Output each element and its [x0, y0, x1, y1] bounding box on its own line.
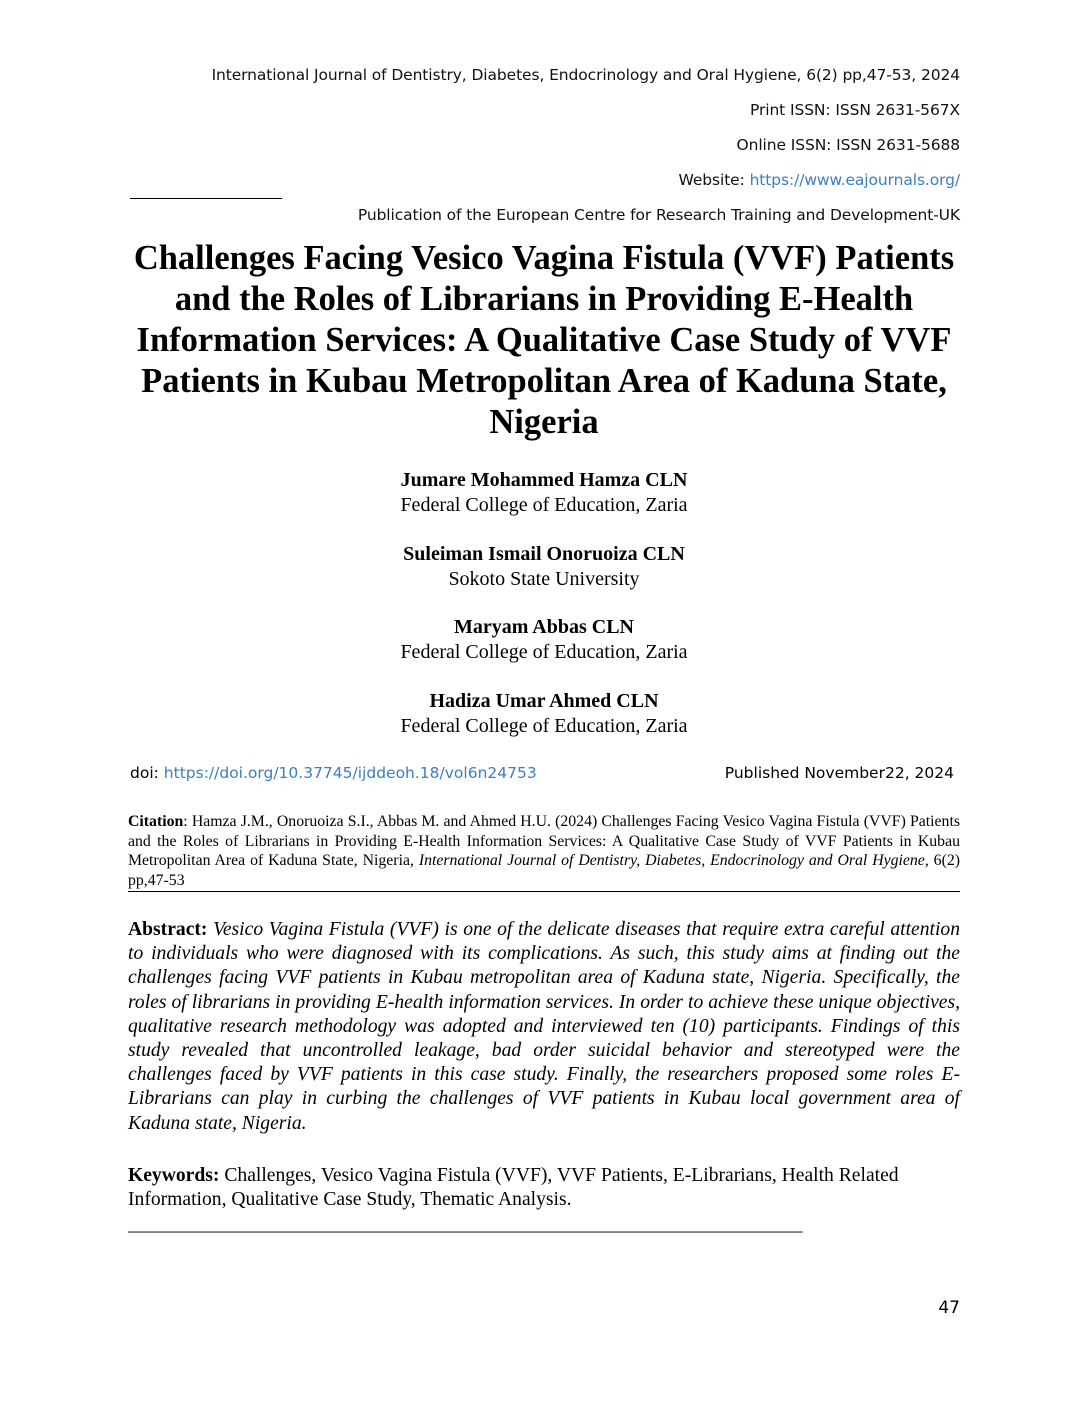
website-link[interactable]: https://www.eajournals.org/	[749, 171, 960, 189]
online-issn: Online ISSN: ISSN 2631-5688	[736, 136, 960, 154]
journal-line: International Journal of Dentistry, Diabetes, Endocrinology and Oral Hygiene, 6(2) pp,47-53, 2024	[211, 66, 960, 84]
author-block	[0, 615, 1088, 665]
abstract-label: Abstract:	[128, 919, 208, 940]
doi-label: doi:	[130, 764, 159, 782]
author-block	[0, 542, 1088, 592]
author-affiliation: Federal College of Education, Zaria	[400, 715, 688, 737]
author-name: Hadiza Umar Ahmed CLN	[429, 690, 659, 712]
published-date: Published November22, 2024	[724, 764, 954, 782]
citation-journal: International Journal of Dentistry, Diabetes, Endocrinology and Oral Hygiene	[418, 852, 925, 869]
print-issn: Print ISSN: ISSN 2631-567X	[750, 101, 960, 119]
keywords-label: Keywords:	[128, 1165, 220, 1186]
website-line	[679, 171, 960, 189]
keywords	[128, 1164, 960, 1212]
paper-title: Challenges Facing Vesico Vagina Fistula (VVF) Patients and the Roles of Librarians in Providing E-Health Information Services: A Qualitative Case Study of VVF Patients in Kubau Metropolitan Area of Kaduna State, Nigeria	[133, 239, 955, 441]
citation-text: : Hamza J.M., Onoruoiza S.I., Abbas M. and Ahmed H.U. (2024) Challenges Facing Vesico Vagina Fistula (VVF) Patients and the Roles of Librarians in Providing E-Health Information Services: A Qualitative Case Study of VVF Patients in Kubau Metropolitan Area of Kaduna State, Nigeria,	[128, 813, 960, 869]
abstract-text: Vesico Vagina Fistula (VVF) is one of the delicate diseases that require extra careful attention to individuals who were diagnosed with its complications. As such, this study aims at finding out the challenges facing VVF patients in Kubau metropolitan area of Kaduna state, Nigeria. Specifically, the roles of librarians in providing E-health information services. In order to achieve these unique objectives, qualitative research methodology was adopted and interviewed ten (10) participants. Findings of this study revealed that uncontrolled leakage, bad order suicidal behavior and stereotyped were the challenges faced by VVF patients in this case study. Finally, the researchers proposed some roles E-Librarians can play in curbing the challenges of VVF patients in Kubau local government area of Kaduna state, Nigeria.	[128, 919, 960, 1134]
keywords-text: Challenges, Vesico Vagina Fistula (VVF), VVF Patients, E-Librarians, Health Related Information, Qualitative Case Study, Thematic Analysis.	[128, 1165, 899, 1211]
author-affiliation: Sokoto State University	[448, 568, 640, 590]
author-affiliation: Federal College of Education, Zaria	[400, 494, 688, 516]
citation-volume: , 6(2) pp,47-53	[128, 852, 960, 889]
author-name: Suleiman Ismail Onoruoiza CLN	[403, 543, 685, 565]
abstract	[128, 918, 960, 1136]
citation-label: Citation	[128, 813, 184, 830]
author-name: Jumare Mohammed Hamza CLN	[400, 469, 688, 491]
publisher-line: Publication of the European Centre for Research Training and Development-UK	[357, 206, 960, 224]
header-rule	[130, 198, 282, 199]
doi-link[interactable]: https://doi.org/10.37745/ijddeoh.18/vol6n24753	[163, 764, 537, 782]
author-block	[0, 468, 1088, 518]
website-label: Website:	[678, 171, 745, 189]
author-name: Maryam Abbas CLN	[453, 616, 634, 638]
separator-line: _______________________________________________________________________	[128, 1214, 803, 1235]
author-block	[0, 689, 1088, 739]
citation	[128, 812, 960, 892]
doi-row	[130, 764, 958, 782]
page-number: 47	[938, 1298, 960, 1318]
author-affiliation: Federal College of Education, Zaria	[400, 641, 688, 663]
